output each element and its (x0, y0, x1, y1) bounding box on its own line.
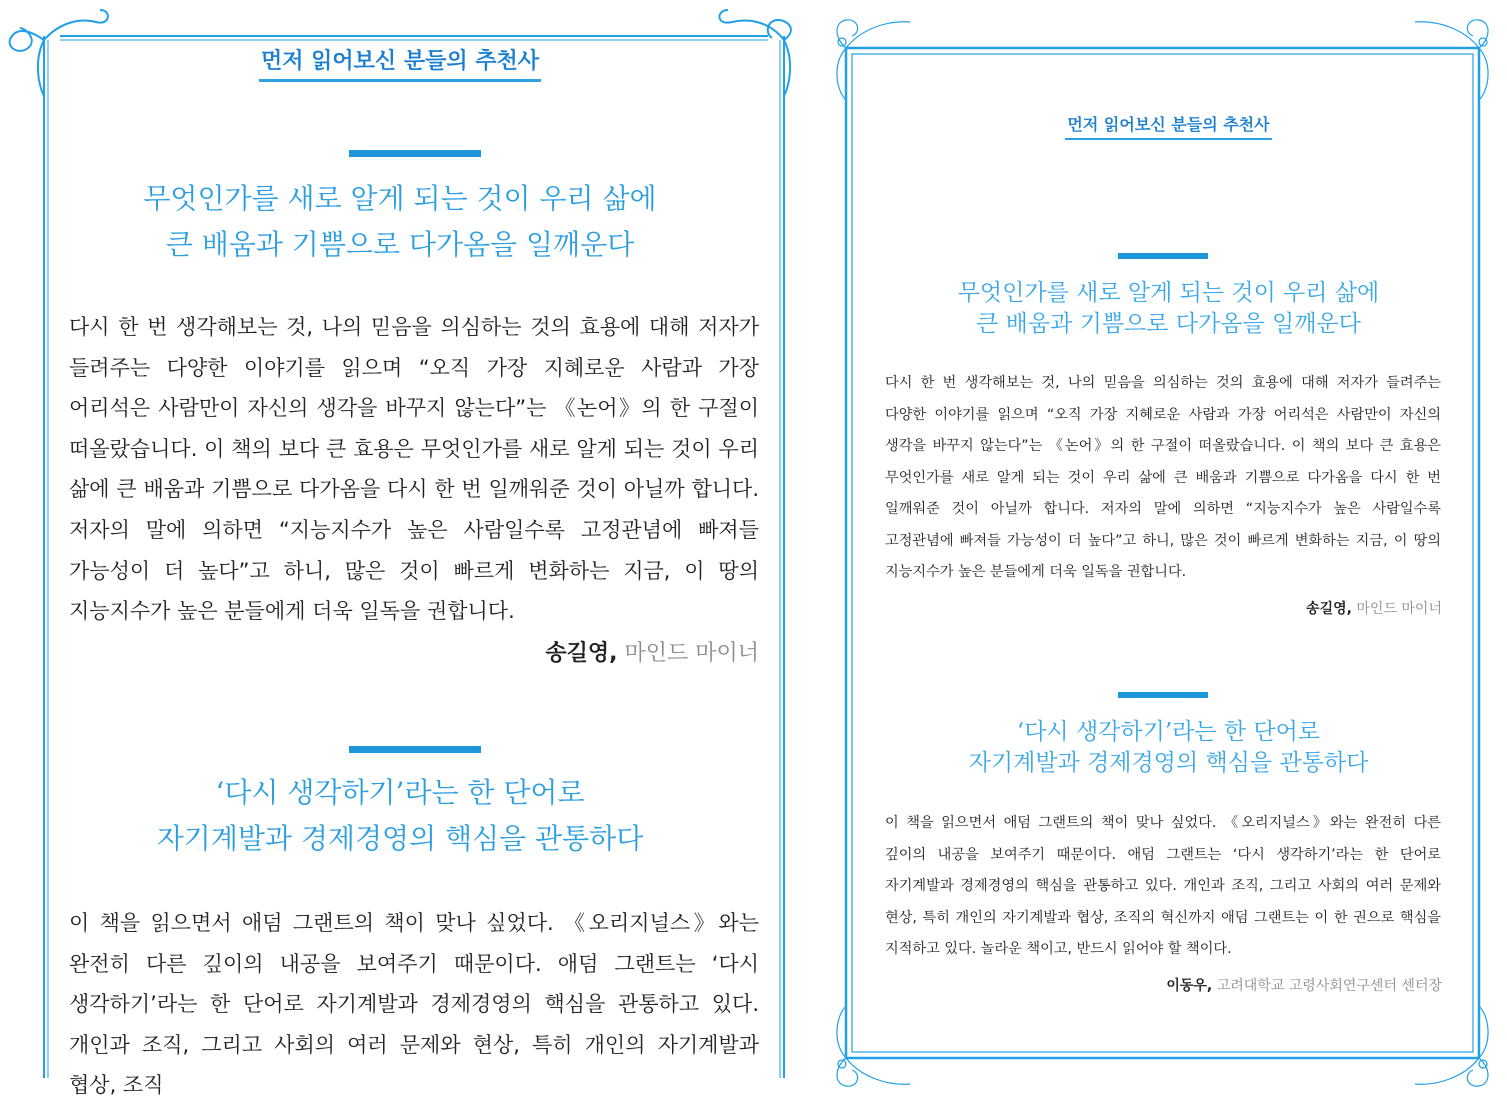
reviewer-signature (1306, 598, 1442, 618)
reviewer-signature (1166, 975, 1442, 995)
review-body: 다시 한 번 생각해보는 것, 나의 믿음을 의심하는 것의 효용에 대해 저자가 들려주는 다양한 이야기를 읽으며 “오직 가장 지혜로운 사람과 가장 어리석은 사람만이 자신의 생각을 바꾸지 않는다”는 《논어》의 한 구절이 떠올랐습니다. 이 책의 보다 큰 효용은 무엇인가를 새로 알게 되는 것이 우리 삶에 큰 배움과 기쁨으로 다가옴을 다시 한 번 일깨워준 것이 아닐까 합니다. 저자의 말에 의하면 “지능지수가 높은 사람일수록 고정관념에 빠져들 가능성이 더 높다”고 하니, 많은 것이 빠르게 변화하는 지금, 이 땅의 지능지수가 높은 분들에게 더욱 일독을 권합니다. (885, 375, 1441, 580)
review-title: 무엇인가를 새로 알게 되는 것이 우리 삶에 큰 배움과 기쁨으로 다가옴을 일깨운다 (957, 280, 1380, 337)
review-title: ‘다시 생각하기’라는 한 단어로 자기계발과 경제경영의 핵심을 관통하다 (156, 776, 644, 855)
section-header: 먼저 읽어보신 분들의 추천사 (0, 44, 800, 82)
reviewer-role: 고려대학교 고령사회연구센터 센터장 (1216, 978, 1442, 994)
section-header: 먼저 읽어보신 분들의 추천사 (830, 112, 1507, 140)
review-body: 다시 한 번 생각해보는 것, 나의 믿음을 의심하는 것의 효용에 대해 저자가 들려주는 다양한 이야기를 읽으며 “오직 가장 지혜로운 사람과 가장 어리석은 사람만이 자신의 생각을 바꾸지 않는다”는 《논어》의 한 구절이 떠올랐습니다. 이 책의 보다 큰 효용은 무엇인가를 새로 알게 되는 것이 우리 삶에 큰 배움과 기쁨으로 다가옴을 다시 한 번 일깨워준 것이 아닐까 합니다. 저자의 말에 의하면 “지능지수가 높은 사람일수록 고정관념에 빠져들 가능성이 더 높다”고 하니, 많은 것이 빠르게 변화하는 지금, 이 땅의 지능지수가 높은 분들에게 더욱 일독을 권합니다. (69, 315, 759, 624)
accent-bar (349, 150, 481, 157)
reviewer-name: 송길영, (1306, 601, 1352, 617)
review-title: ‘다시 생각하기’라는 한 단어로 자기계발과 경제경영의 핵심을 관통하다 (968, 719, 1369, 776)
reviewer-name: 송길영, (545, 641, 618, 666)
accent-bar (1118, 253, 1208, 259)
right-page (830, 0, 1507, 1107)
reviewer-role: 마인드 마이너 (624, 641, 759, 666)
review-body: 이 책을 읽으면서 애덤 그랜트의 책이 맞나 싶었다. 《오리지널스》와는 완전히 다른 깊이의 내공을 보여주기 때문이다. 애덤 그랜트는 ‘다시 생각하기’라는 한 단어로 자기계발과 경제경영의 핵심을 관통하고 있다. 개인과 조직, 그리고 사회의 여러 문제와 현상, 특히 개인의 자기계발과 협상, 조직의 혁신까지 애덤 그랜트는 이 한 권으로 핵심을 지적하고 있다. 놀라운 책이고, 반드시 읽어야 할 책이다. (885, 815, 1441, 957)
accent-bar (1118, 692, 1208, 698)
accent-bar (349, 746, 481, 753)
reviewer-signature (545, 636, 759, 667)
reviewer-name: 이동우, (1166, 978, 1213, 994)
reviewer-role: 마인드 마이너 (1356, 601, 1442, 617)
review-title: 무엇인가를 새로 알게 되는 것이 우리 삶에 큰 배움과 기쁨으로 다가옴을 일깨운다 (143, 182, 657, 261)
review-body: 이 책을 읽으면서 애덤 그랜트의 책이 맞나 싶었다. 《오리지널스》와는 완전히 다른 깊이의 내공을 보여주기 때문이다. 애덤 그랜트는 ‘다시 생각하기’라는 한 단어로 자기계발과 경제경영의 핵심을 관통하고 있다. 개인과 조직, 그리고 사회의 여러 문제와 현상, 특히 개인의 자기계발과 협상, 조직 (69, 911, 759, 1098)
